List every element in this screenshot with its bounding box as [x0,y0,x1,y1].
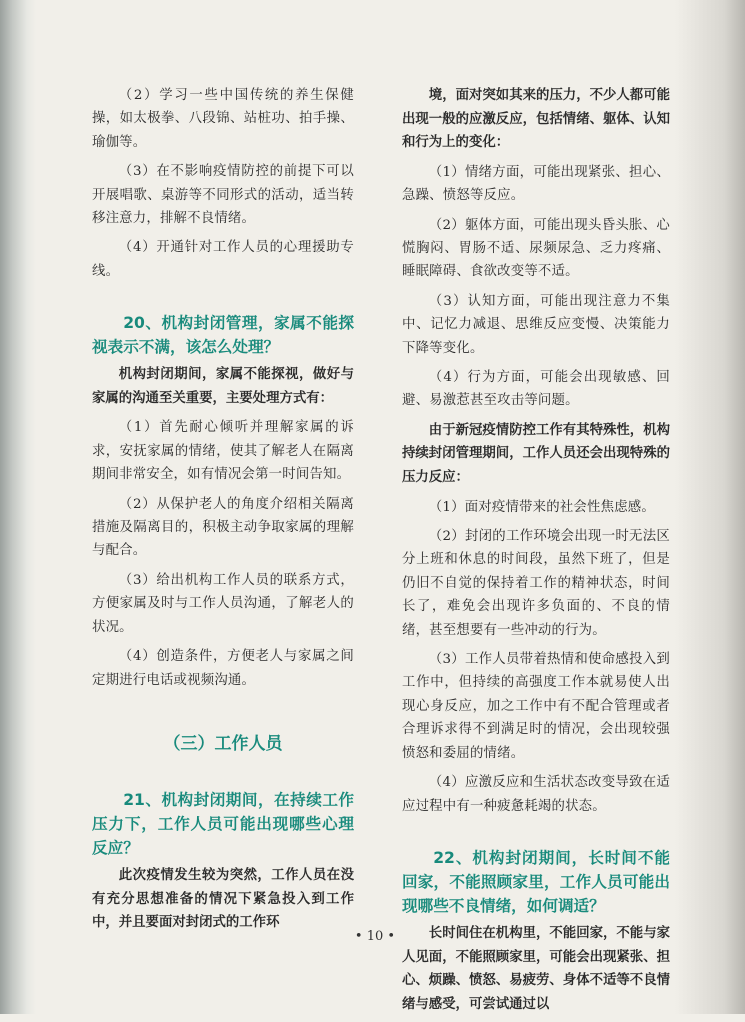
question-heading-20: 20、机构封闭管理，家属不能探视表示不满，该怎么处理？ [92,314,354,357]
question-heading-21: 21、机构封闭期间，在持续工作压力下，工作人员可能出现哪些心理反应？ [92,790,354,857]
paragraph: （4）行为方面，可能会出现敏感、回避、易激惹甚至攻击等问题。 [402,370,670,409]
paragraph: （3）工作人员带着热情和使命感投入到工作中，但持续的高强度工作本就易使人出现心身反应，加之工作中有不配合管理或者合理诉求得不到满足时的情况，会出现较强愤怒和委屈的情绪。 [402,652,670,761]
book-spine-shadow [0,0,36,1014]
paragraph: （2）躯体方面，可能出现头昏头胀、心慌胸闷、胃肠不适、尿频尿急、乏力疼痛、睡眠障碍、食欲改变等不适。 [402,217,670,280]
section-heading: （三）工作人员 [163,733,283,754]
bold-paragraph: 由于新冠疫情防控工作有其特殊性，机构持续封闭管理期间，工作人员还会出现特殊的压力反应： [402,421,670,486]
paragraph: （1）首先耐心倾听并理解家属的诉求，安抚家属的情绪，使其了解老人在隔离期间非常安全，如有情况会第一时间告知。 [92,420,354,483]
page-number: • 10 • [354,929,396,944]
right-column [402,84,670,1022]
answer-continuation: 境，面对突如其来的压力，不少人都可能出现一般的应激反应，包括情绪、躯体、认知和行为上的变化： [402,87,670,151]
paragraph: （4）应激反应和生活状态改变导致在适应过程中有一种疲惫耗竭的状态。 [402,775,670,814]
paragraph: （3）给出机构工作人员的联系方式，方便家属及时与工作人员沟通，了解老人的状况。 [92,572,354,635]
paragraph: （4）开通针对工作人员的心理援助专线。 [92,240,354,279]
answer-intro: 此次疫情发生较为突然，工作人员在没有充分思想准备的情况下紧急投入到工作中，并且要面对封闭式的工作环 [92,866,354,931]
answer-intro: 长时间住在机构里，不能回家，不能与家人见面，不能照顾家里，可能会出现紧张、担心、烦躁、愤怒、易疲劳、身体不适等不良情绪与感受，可尝试通过以 [402,924,670,1012]
paragraph: （2）封闭的工作环境会出现一时无法区分上班和休息的时间段，虽然下班了，但是仍旧不自觉的保持着工作的精神状态，时间长了，难免会出现许多负面的、不良的情绪，甚至想要有一些冲动的行为。 [402,529,670,638]
answer-intro: 机构封闭期间，家属不能探视，做好与家属的沟通至关重要，主要处理方式有： [92,366,354,406]
paragraph: （2）从保护老人的角度介绍相关隔离措施及隔离目的，积极主动争取家属的理解与配合。 [92,496,354,559]
paragraph: （4）创造条件，方便老人与家属之间定期进行电话或视频沟通。 [92,649,354,688]
left-column [92,84,354,941]
paragraph: （3）认知方面，可能出现注意力不集中、记忆力减退、思维反应变慢、决策能力下降等变化。 [402,293,670,356]
paragraph: （3）在不影响疫情防控的前提下可以开展唱歌、桌游等不同形式的活动，适当转移注意力，排解不良情绪。 [92,164,354,227]
paragraph: （1）面对疫情带来的社会性焦虑感。 [428,499,655,515]
page-edge-shadow [675,0,745,1014]
paragraph: （2）学习一些中国传统的养生保健操，如太极拳、八段锦、站桩功、拍手操、瑜伽等。 [92,88,354,150]
question-heading-22: 22、机构封闭期间，长时间不能回家，不能照顾家里，工作人员可能出现哪些不良情绪，如何调适？ [402,848,670,915]
paragraph: （1）情绪方面，可能出现紧张、担心、急躁、愤怒等反应。 [402,164,670,204]
